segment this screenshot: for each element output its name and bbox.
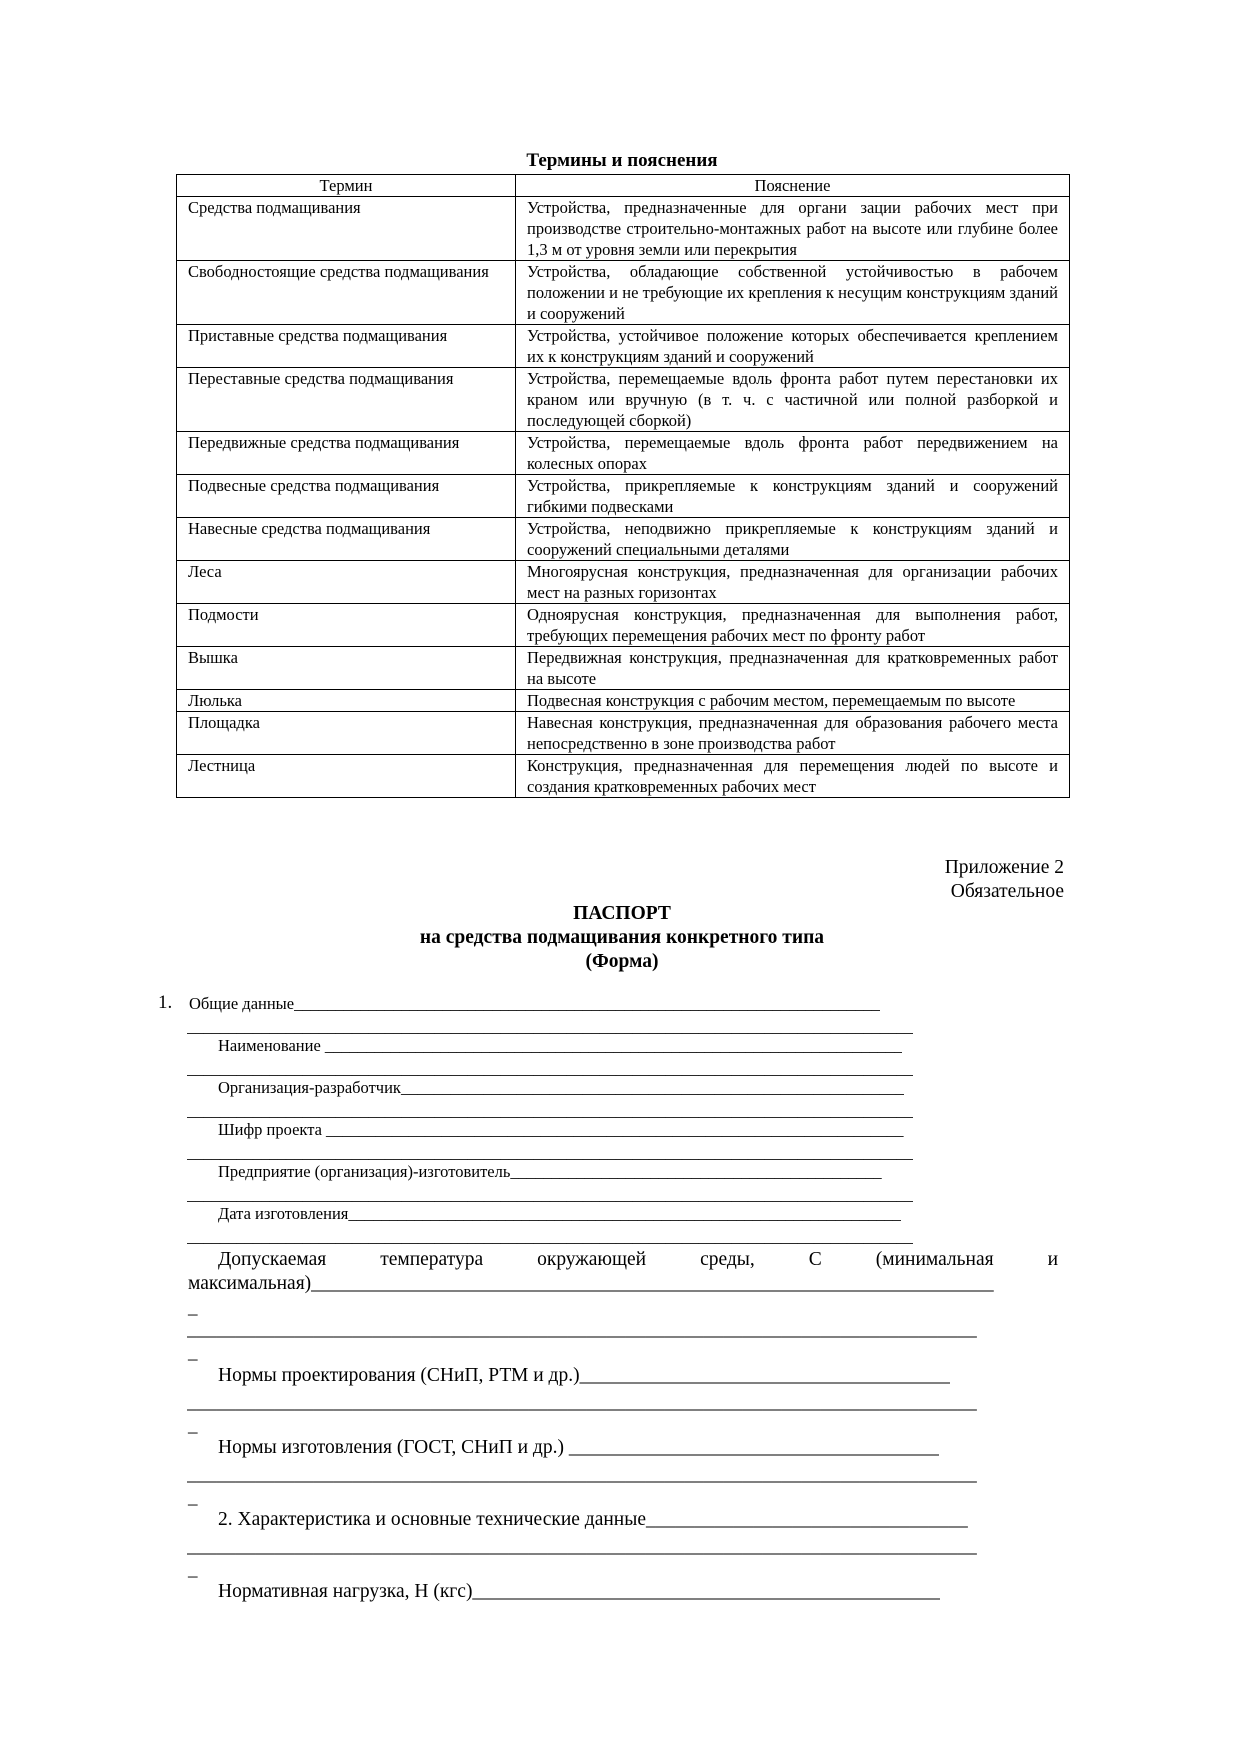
column-header-explanation: Пояснение bbox=[516, 175, 1070, 197]
general-data-field[interactable]: Общие данные_______________________________________________________________________ bbox=[189, 994, 880, 1013]
term-cell: Средства подмащивания bbox=[177, 197, 516, 261]
project-code-field[interactable]: Шифр проекта ______________________________________________________________________ bbox=[218, 1120, 904, 1139]
blank-line[interactable]: _________________________________________________________________________________ bbox=[187, 1319, 977, 1340]
terms-table bbox=[176, 174, 1070, 798]
dash-mark: _ bbox=[188, 1342, 198, 1363]
blank-line[interactable]: ________________________________________________________________________________________ bbox=[187, 1017, 913, 1036]
column-header-term: Термин bbox=[177, 175, 516, 197]
explanation-cell: Подвесная конструкция с рабочим местом, перемещаемым по высоте bbox=[516, 690, 1070, 712]
table-row bbox=[177, 561, 1070, 604]
table-row bbox=[177, 755, 1070, 798]
explanation-cell: Конструкция, предназначенная для перемещения людей по высоте и создания кратковременных рабочих мест bbox=[516, 755, 1070, 798]
dash-mark: _ bbox=[188, 1487, 198, 1508]
explanation-cell: Многоярусная конструкция, предназначенная для организации рабочих мест на разных горизонтах bbox=[516, 561, 1070, 604]
appendix-status: Обязательное bbox=[950, 881, 1064, 902]
term-cell: Передвижные средства подмащивания bbox=[177, 432, 516, 475]
term-cell: Приставные средства подмащивания bbox=[177, 325, 516, 368]
table-row bbox=[177, 261, 1070, 325]
dash-mark: _ bbox=[188, 1297, 198, 1318]
explanation-cell: Одноярусная конструкция, предназначенная для выполнения работ, требующих перемещения рабочих мест по фронту работ bbox=[516, 604, 1070, 647]
manufacturer-field[interactable]: Предприятие (организация)-изготовитель_____________________________________________ bbox=[218, 1162, 882, 1181]
passport-form-note: (Форма) bbox=[585, 951, 659, 972]
table-row bbox=[177, 518, 1070, 561]
term-cell: Люлька bbox=[177, 690, 516, 712]
explanation-cell: Устройства, обладающие собственной устойчивостью в рабочем положении и не требующие их крепления к несущим конструкциям зданий и сооружений bbox=[516, 261, 1070, 325]
table-row bbox=[177, 325, 1070, 368]
explanation-cell: Устройства, неподвижно прикрепляемые к конструкциям зданий и сооружений специальными деталями bbox=[516, 518, 1070, 561]
explanation-cell: Навесная конструкция, предназначенная для образования рабочего места непосредственно в зоне производства работ bbox=[516, 712, 1070, 755]
blank-line[interactable]: ________________________________________________________________________________________ bbox=[187, 1227, 913, 1246]
term-cell: Подмости bbox=[177, 604, 516, 647]
dash-mark: _ bbox=[188, 1415, 198, 1436]
temperature-word: температура bbox=[380, 1249, 484, 1270]
term-cell: Площадка bbox=[177, 712, 516, 755]
passport-heading bbox=[176, 902, 1068, 974]
blank-line[interactable]: _________________________________________________________________________________ bbox=[187, 1536, 977, 1557]
temperature-word: Допускаемая bbox=[218, 1249, 327, 1270]
term-cell: Свободностоящие средства подмащивания bbox=[177, 261, 516, 325]
temperature-word: окружающей bbox=[537, 1249, 647, 1270]
temperature-word: С bbox=[808, 1249, 822, 1270]
temperature-word: и bbox=[1047, 1249, 1058, 1270]
blank-line[interactable]: ________________________________________________________________________________________ bbox=[187, 1143, 913, 1162]
blank-line[interactable]: ________________________________________________________________________________________ bbox=[187, 1185, 913, 1204]
blank-line[interactable]: _________________________________________________________________________________ bbox=[187, 1464, 977, 1485]
table-header-row bbox=[177, 175, 1070, 197]
explanation-cell: Устройства, перемещаемые вдоль фронта работ путем перестановки их краном или вручную (в т. ч. с частичной или полной разборкой и последующей сборкой) bbox=[516, 368, 1070, 432]
term-cell: Лестница bbox=[177, 755, 516, 798]
appendix-number: Приложение 2 bbox=[944, 857, 1064, 878]
term-cell: Подвесные средства подмащивания bbox=[177, 475, 516, 518]
manufacture-date-field[interactable]: Дата изготовления___________________________________________________________________ bbox=[218, 1204, 902, 1223]
term-cell: Вышка bbox=[177, 647, 516, 690]
name-field[interactable]: Наименование ______________________________________________________________________ bbox=[218, 1036, 903, 1055]
table-row bbox=[177, 604, 1070, 647]
table-row bbox=[177, 690, 1070, 712]
explanation-cell: Передвижная конструкция, предназначенная для кратковременных работ на высоте bbox=[516, 647, 1070, 690]
section-2-field[interactable]: 2. Характеристика и основные технические данные_________________________________ bbox=[218, 1509, 968, 1530]
blank-line[interactable]: ________________________________________________________________________________________ bbox=[187, 1059, 913, 1078]
dash-mark: _ bbox=[188, 1559, 198, 1580]
explanation-cell: Устройства, предназначенные для органи зации рабочих мест при производстве строительно-монтажных работ на высоте или глубине более 1,3 м от уровня земли или перекрытия bbox=[516, 197, 1070, 261]
table-title: Термины и пояснения bbox=[526, 150, 718, 171]
blank-line[interactable]: _________________________________________________________________________________ bbox=[187, 1392, 977, 1413]
table-row bbox=[177, 475, 1070, 518]
table-row bbox=[177, 197, 1070, 261]
temperature-label bbox=[218, 1248, 1058, 1272]
rated-load-field[interactable]: Нормативная нагрузка, Н (кгс)________________________________________________ bbox=[218, 1581, 941, 1602]
temperature-field[interactable]: максимальная)______________________________________________________________________ bbox=[188, 1273, 994, 1294]
temperature-word: (минимальная bbox=[875, 1249, 994, 1270]
blank-line[interactable]: ________________________________________________________________________________________ bbox=[187, 1101, 913, 1120]
passport-title: ПАСПОРТ bbox=[573, 903, 671, 924]
table-row bbox=[177, 647, 1070, 690]
manufacture-norms-field[interactable]: Нормы изготовления (ГОСТ, СНиП и др.) ______________________________________ bbox=[218, 1437, 940, 1458]
item-number: 1. bbox=[158, 992, 173, 1013]
term-cell: Навесные средства подмащивания bbox=[177, 518, 516, 561]
explanation-cell: Устройства, прикрепляемые к конструкциям зданий и сооружений гибкими подвесками bbox=[516, 475, 1070, 518]
table-row bbox=[177, 432, 1070, 475]
term-cell: Леса bbox=[177, 561, 516, 604]
table-row bbox=[177, 368, 1070, 432]
term-cell: Переставные средства подмащивания bbox=[177, 368, 516, 432]
explanation-cell: Устройства, устойчивое положение которых обеспечивается креплением их к конструкциям зданий и сооружений bbox=[516, 325, 1070, 368]
table-row bbox=[177, 712, 1070, 755]
appendix-label bbox=[945, 856, 1064, 904]
developer-field[interactable]: Организация-разработчик_____________________________________________________________ bbox=[218, 1078, 905, 1097]
passport-subtitle: на средства подмащивания конкретного типа bbox=[419, 927, 825, 948]
explanation-cell: Устройства, перемещаемые вдоль фронта работ передвижением на колесных опорах bbox=[516, 432, 1070, 475]
design-norms-field[interactable]: Нормы проектирования (СНиП, РТМ и др.)______________________________________ bbox=[218, 1365, 951, 1386]
temperature-word: среды, bbox=[700, 1249, 755, 1270]
